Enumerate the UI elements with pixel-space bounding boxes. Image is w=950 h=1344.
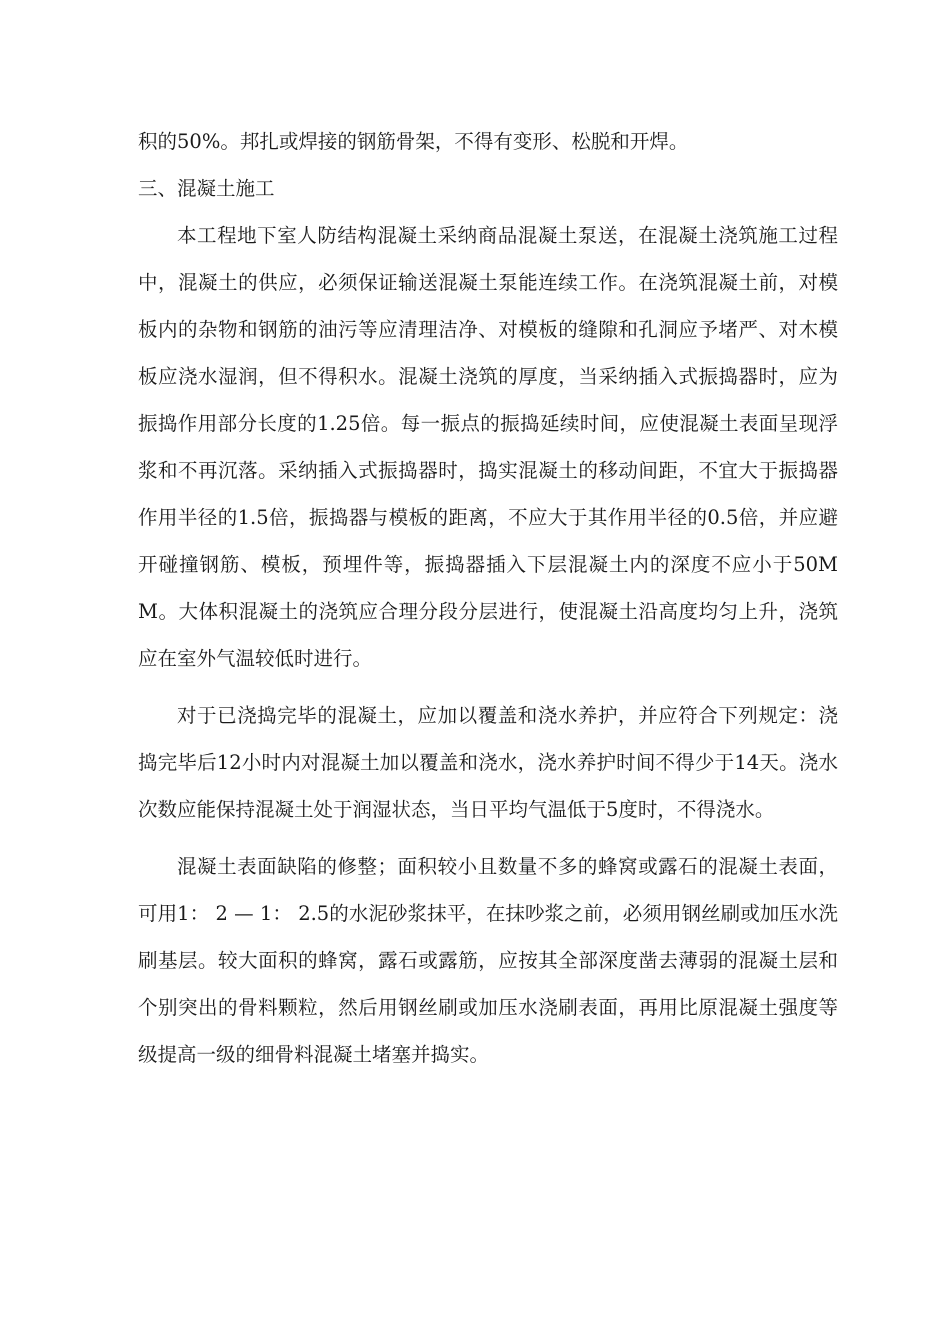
paragraph-defect-repair: 混凝土表面缺陷的修整；面积较小且数量不多的蜂窝或露石的混凝土表面，可用1： 2 — 1： 2.5的水泥砂浆抹平，在抹吵浆之前，必须用钢丝刷或加压水洗刷基层。较大面积的蜂窝，露石或露筋，应按其全部深度凿去薄弱的混凝土层和个别突出的骨料颗粒，然后用钢丝刷或加压水浇刷表面，再用比原混凝土强度等级提高一级的细骨料混凝土堵塞并捣实。 — [138, 855, 838, 1066]
paragraph-continuation: 积的50%。邦扎或焊接的钢筋骨架，不得有变形、松脱和开焊。 — [138, 130, 689, 153]
section-heading: 三、混凝土施工 — [138, 177, 275, 200]
document-body — [138, 118, 838, 1078]
paragraph-concrete-pouring: 本工程地下室人防结构混凝土采纳商品混凝土泵送，在混凝土浇筑施工过程中，混凝土的供应，必须保证输送混凝土泵能连续工作。在浇筑混凝土前，对模板内的杂物和钢筋的油污等应清理洁净、对模板的缝隙和孔洞应予堵严、对木模板应浇水湿润，但不得积水。混凝土浇筑的厚度，当采纳插入式振捣器时，应为振捣作用部分长度的1.25倍。每一振点的振捣延续时间，应使混凝土表面呈现浮浆和不再沉落。采纳插入式振捣器时，捣实混凝土的移动间距，不宜大于振捣器作用半径的1.5倍，振捣器与模板的距离，不应大于其作用半径的0.5倍，并应避开碰撞钢筋、模板，预埋件等，振捣器插入下层混凝土内的深度不应小于50MM。大体积混凝土的浇筑应合理分段分层进行，使混凝土沿高度均匀上升，浇筑应在室外气温较低时进行。 — [138, 224, 838, 670]
paragraph-curing: 对于已浇捣完毕的混凝土，应加以覆盖和浇水养护，并应符合下列规定：浇捣完毕后12小时内对混凝土加以覆盖和浇水，浇水养护时间不得少于14天。浇水次数应能保持混凝土处于润湿状态，当日平均气温低于5度时，不得浇水。 — [138, 704, 838, 821]
